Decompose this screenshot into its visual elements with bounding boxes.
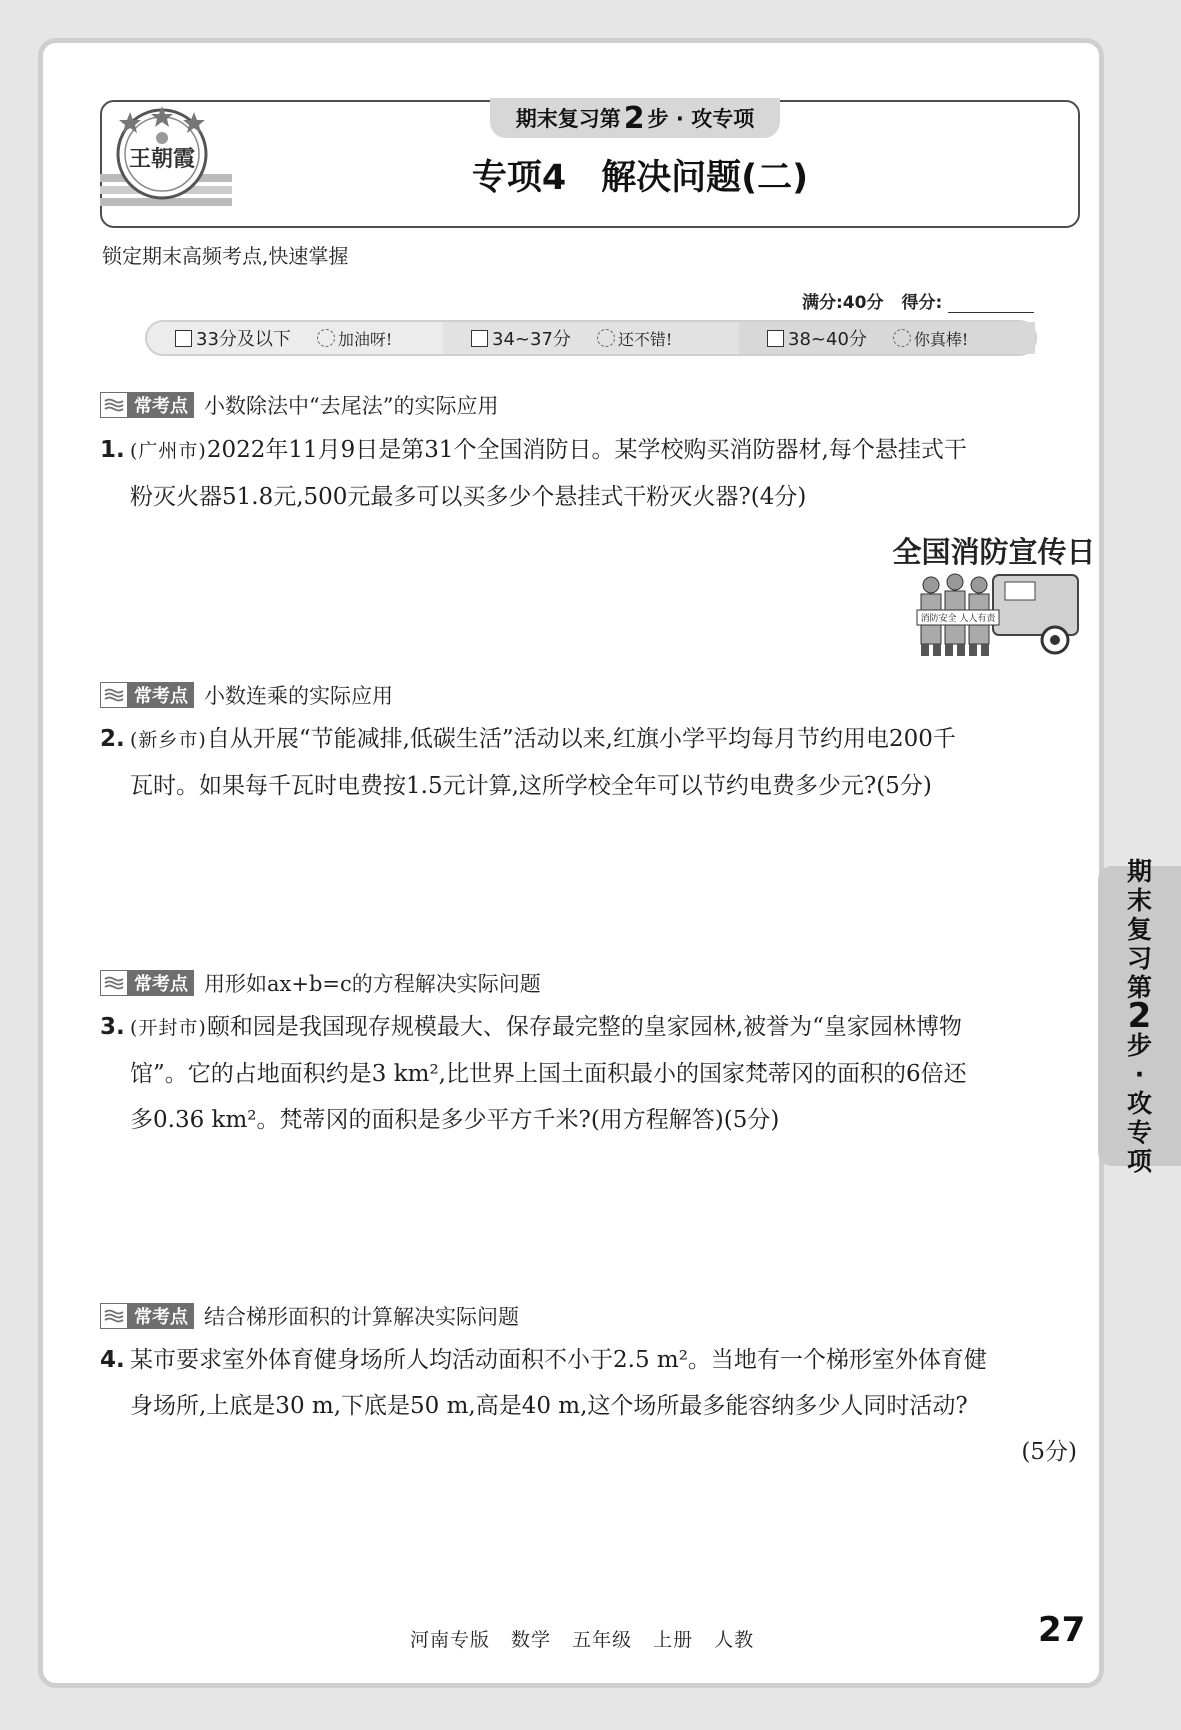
side-tab-char: 2	[1127, 995, 1152, 1036]
svg-text:消防安全 人人有责: 消防安全 人人有责	[920, 614, 996, 624]
key-point-label: 常考点	[134, 974, 188, 995]
question-text-line2: 身场所,上底是30 m,下底是50 m,高是40 m,这个场所最多能容纳多少人同时活动?	[130, 1393, 968, 1419]
key-point-heading	[100, 390, 498, 420]
key-point-tag	[100, 970, 194, 996]
key-point-tag	[100, 682, 194, 708]
side-tab-char: 项	[1126, 1146, 1152, 1176]
face-icon	[893, 329, 911, 347]
score-line	[802, 288, 1034, 313]
key-point-heading	[100, 680, 393, 710]
question-text-line1: 某市要求室外体育健身场所人均活动面积不小于2.5 m²。当地有一个梯形室外体育健	[130, 1347, 987, 1373]
question-points: (5分)	[1021, 1439, 1077, 1465]
step-number: 2	[623, 100, 645, 136]
svg-text:王朝霞: 王朝霞	[128, 146, 196, 172]
rating-checkbox[interactable]	[767, 330, 784, 347]
brand-logo	[100, 104, 232, 224]
rating-praise: 还不错!	[617, 329, 673, 349]
key-point-heading	[100, 968, 541, 998]
fire-safety-illustration	[892, 530, 1096, 665]
rating-option	[147, 322, 443, 354]
question-3	[100, 1004, 1085, 1143]
page-subtitle: 锁定期末高频考点,快速掌握	[102, 244, 349, 268]
side-tab-char: 末	[1126, 885, 1152, 915]
key-point-topic: 小数连乘的实际应用	[204, 684, 393, 708]
rating-range: 33分及以下	[196, 329, 291, 350]
face-icon	[597, 329, 615, 347]
question-1	[100, 427, 1085, 520]
rating-range: 38~40分	[788, 329, 867, 350]
rating-option	[739, 322, 1035, 354]
side-tab-char: 期	[1126, 856, 1152, 886]
key-point-topic: 用形如ax+b=c的方程解决实际问题	[204, 972, 541, 996]
rating-checkbox[interactable]	[471, 330, 488, 347]
question-number: 4.	[100, 1347, 125, 1373]
question-number: 1.	[100, 437, 125, 463]
side-tab-char: 习	[1126, 943, 1152, 973]
question-source: (开封市)	[130, 1017, 207, 1039]
question-number: 2.	[100, 726, 125, 752]
side-tab-char: 攻	[1126, 1088, 1152, 1118]
rating-checkbox[interactable]	[175, 330, 192, 347]
waves-icon	[100, 392, 128, 418]
side-tab-char: 第	[1126, 972, 1152, 1002]
key-point-topic: 小数除法中“去尾法”的实际应用	[204, 394, 499, 418]
key-point-tag	[100, 1303, 194, 1329]
step-banner	[490, 98, 780, 138]
key-point-label: 常考点	[134, 396, 188, 417]
question-2	[100, 716, 1085, 809]
rating-praise: 加油呀!	[337, 329, 393, 349]
waves-icon	[100, 1303, 128, 1329]
rating-praise: 你真棒!	[913, 329, 969, 349]
question-text-line1: 2022年11月9日是第31个全国消防日。某学校购买消防器材,每个悬挂式干	[206, 437, 967, 463]
question-source: (广州市)	[130, 440, 207, 462]
full-score-label: 满分:40分	[802, 293, 884, 313]
step-suffix: 步 · 攻专项	[647, 107, 755, 131]
page-footer: 河南专版 数学 五年级 上册 人教	[410, 1629, 755, 1651]
key-point-tag	[100, 392, 194, 418]
question-source: (新乡市)	[130, 729, 207, 751]
question-text-line2: 粉灭火器51.8元,500元最多可以买多少个悬挂式干粉灭火器?(4分)	[130, 484, 807, 510]
step-prefix: 期末复习第	[515, 107, 621, 131]
side-tab	[1098, 856, 1181, 1176]
waves-icon	[100, 682, 128, 708]
side-tab-char: 步	[1126, 1030, 1152, 1060]
question-text-line2: 瓦时。如果每千瓦时电费按1.5元计算,这所学校全年可以节约电费多少元?(5分)	[130, 773, 932, 799]
key-point-topic: 结合梯形面积的计算解决实际问题	[204, 1305, 519, 1329]
side-tab-char: 专	[1126, 1117, 1152, 1147]
question-4	[100, 1337, 1085, 1475]
rating-range: 34~37分	[492, 329, 571, 350]
question-text-line3: 多0.36 km²。梵蒂冈的面积是多少平方千米?(用方程解答)(5分)	[130, 1107, 780, 1133]
question-number: 3.	[100, 1014, 125, 1040]
key-point-label: 常考点	[134, 686, 188, 707]
waves-icon	[100, 970, 128, 996]
key-point-label: 常考点	[134, 1307, 188, 1328]
question-text-line1: 自从开展“节能减排,低碳生活”活动以来,红旗小学平均每月节约用电200千	[206, 726, 956, 752]
rating-bar	[145, 320, 1037, 356]
rating-option	[443, 322, 739, 354]
page-title: 专项4 解决问题(二)	[471, 158, 809, 198]
key-point-heading	[100, 1301, 519, 1331]
face-icon	[317, 329, 335, 347]
side-tab-char: ·	[1134, 1059, 1145, 1089]
score-blank[interactable]	[948, 294, 1034, 313]
question-text-line1: 颐和园是我国现存规模最大、保存最完整的皇家园林,被誉为“皇家园林博物	[206, 1014, 962, 1040]
score-label: 得分:	[901, 293, 943, 313]
svg-text:全国消防宣传日: 全国消防宣传日	[892, 535, 1096, 569]
question-text-line2: 馆”。它的占地面积约是3 km²,比世界上国土面积最小的国家梵蒂冈的面积的6倍还	[130, 1061, 967, 1087]
side-tab-char: 复	[1126, 914, 1152, 944]
page-number: 27	[1038, 1610, 1086, 1650]
